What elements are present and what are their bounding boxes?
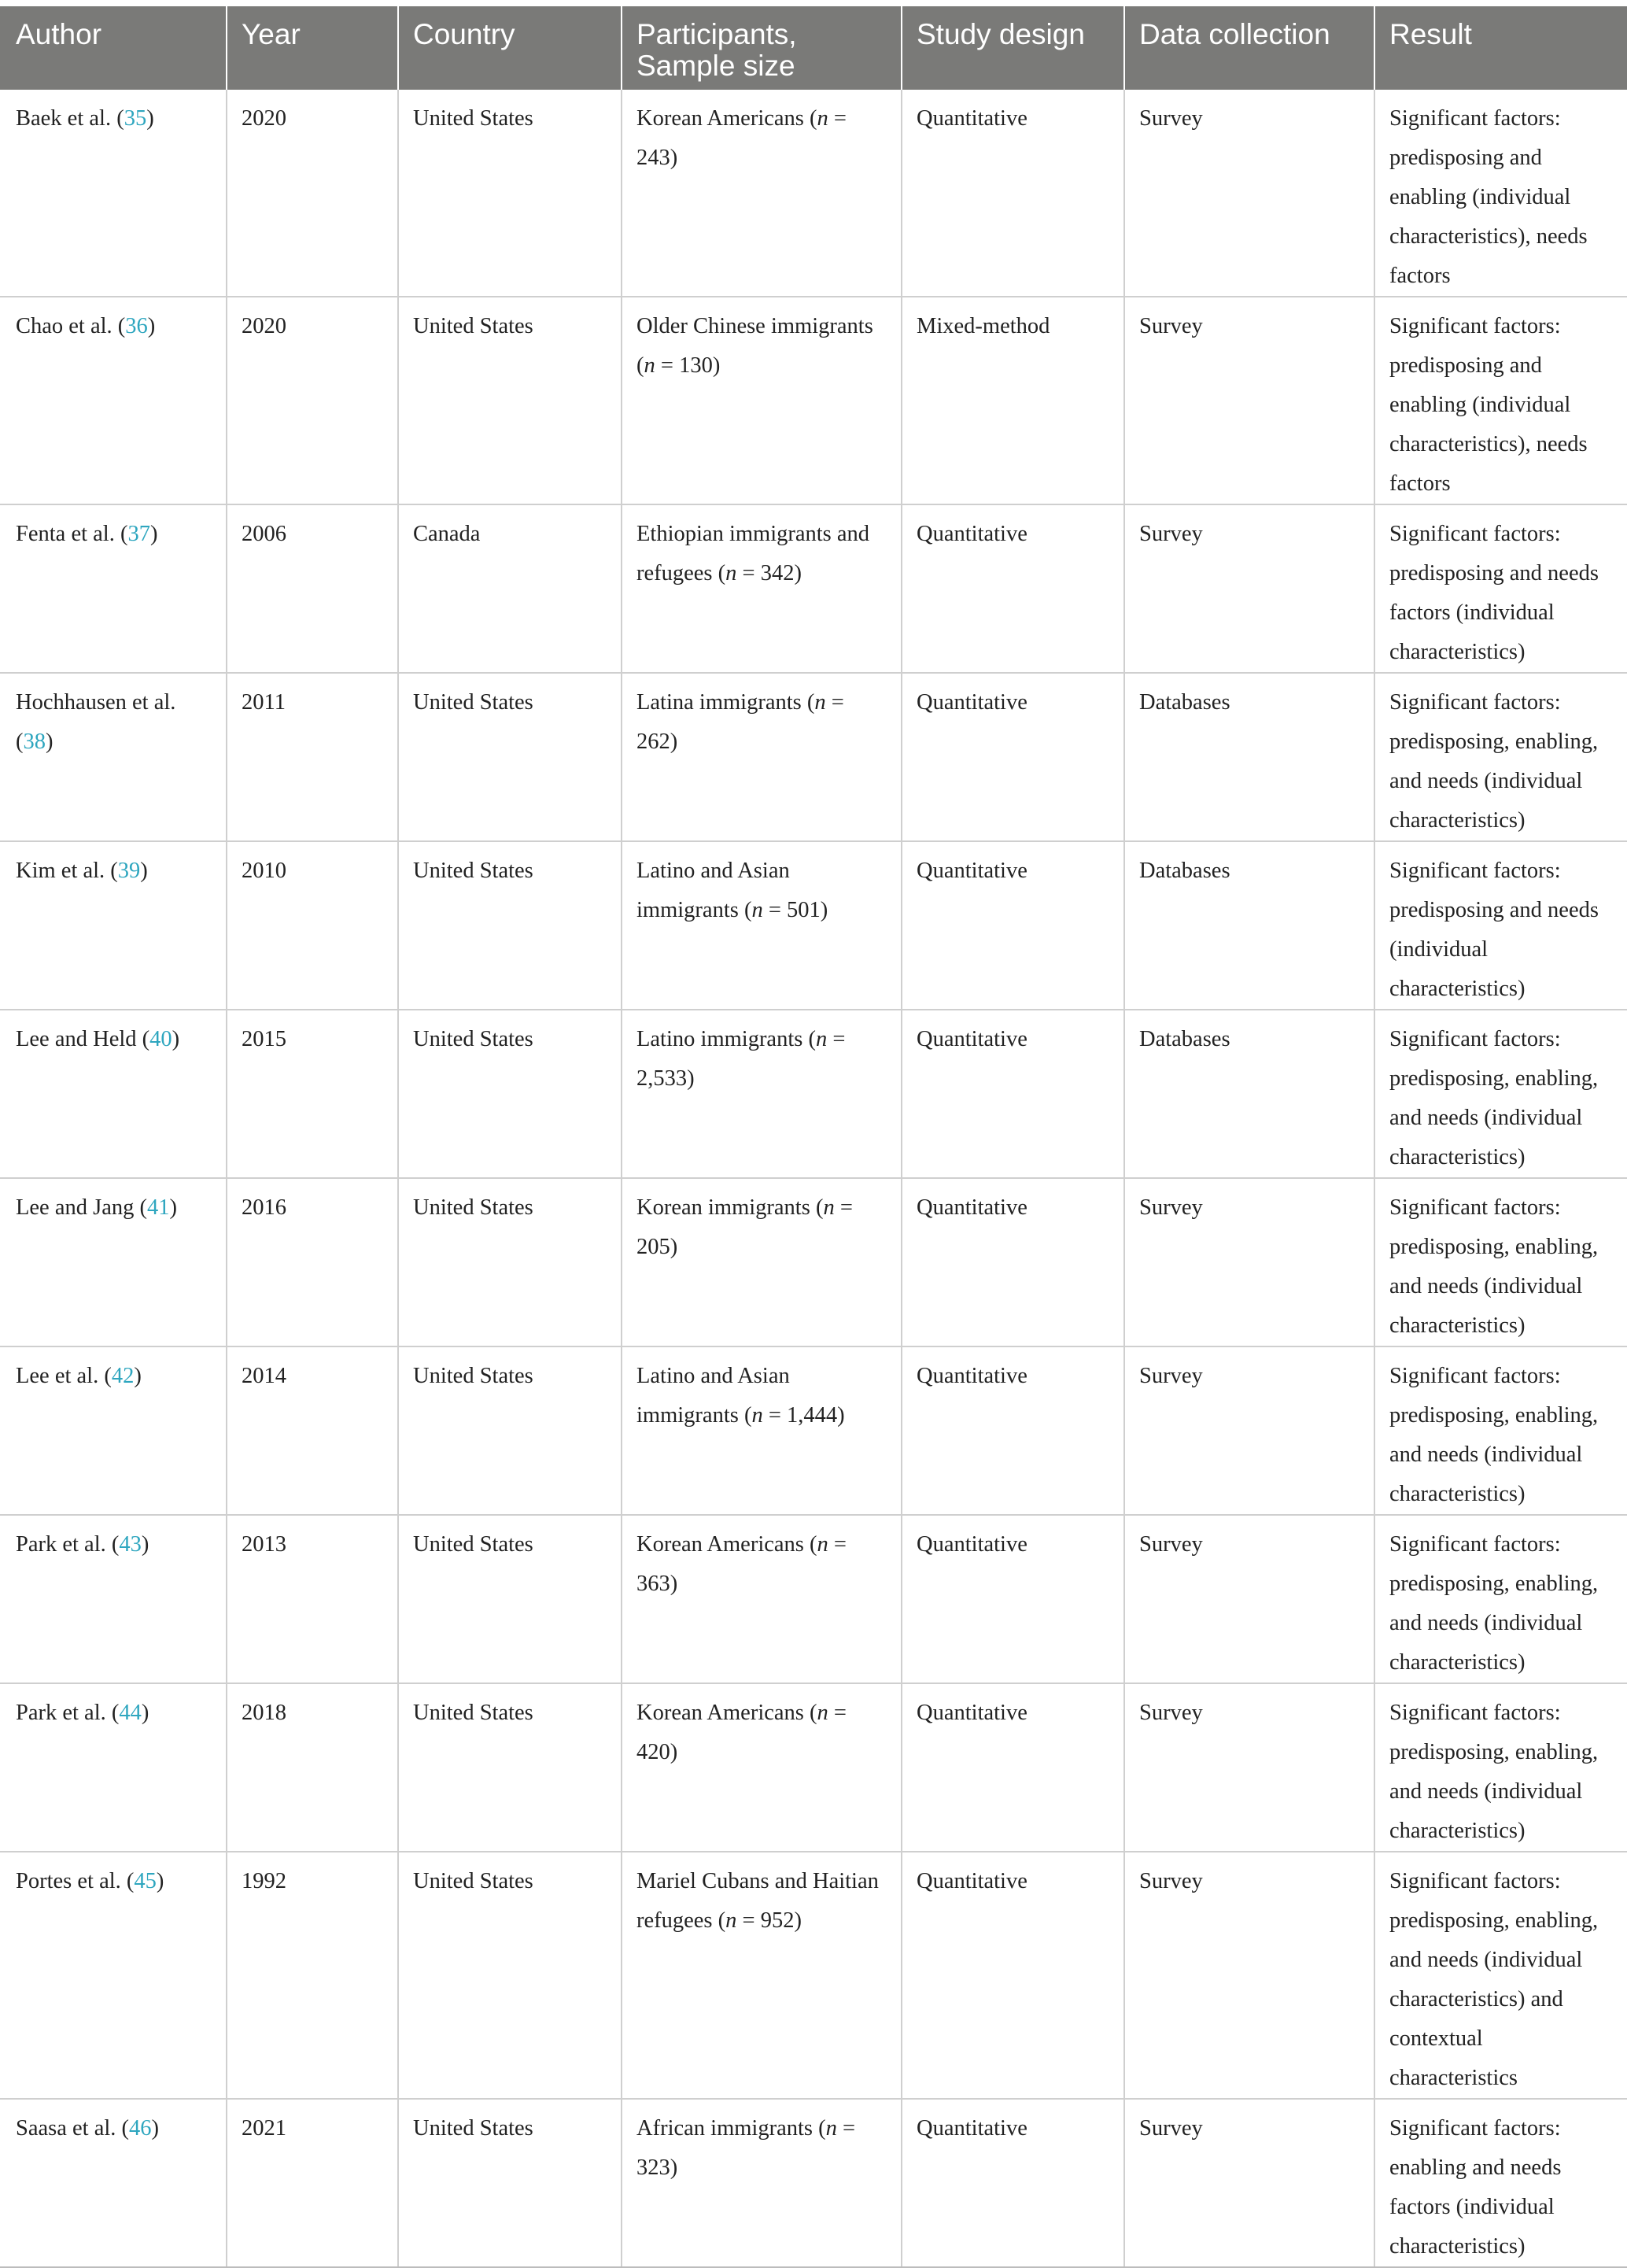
reference-link[interactable]: 35 [124, 106, 147, 131]
table-row [0, 1346, 1627, 1515]
participants-cell [622, 841, 902, 1010]
data-collection-cell: Databases [1124, 841, 1374, 1010]
reference-link[interactable]: 44 [119, 1701, 142, 1725]
result-cell: Significant factors: predisposing and enabling (individual characteristics), needs factors [1374, 297, 1627, 504]
sample-size: (n = 952) [718, 1908, 802, 1933]
study-design-cell: Quantitative [902, 1010, 1124, 1178]
header-year: Year [227, 6, 398, 90]
table-row [0, 1852, 1627, 2099]
participants-cell [622, 1515, 902, 1683]
reference-link[interactable]: 37 [127, 522, 150, 546]
sample-size: (n = 363) [636, 1532, 847, 1596]
author-close-paren: ) [169, 1195, 177, 1220]
sample-size-value: 243 [636, 146, 670, 170]
author-cell [0, 297, 227, 504]
sample-size: (n = 2,533) [636, 1027, 846, 1091]
participants-group: Latino and Asian immigrants [636, 859, 790, 922]
reference-link[interactable]: 42 [111, 1364, 135, 1388]
author-cell [0, 1010, 227, 1178]
study-design-cell: Quantitative [902, 841, 1124, 1010]
author-cell [0, 673, 227, 841]
sample-size: (n = 323) [636, 2116, 856, 2180]
table-row [0, 1178, 1627, 1346]
country-cell: United States [398, 1010, 622, 1178]
data-collection-cell: Databases [1124, 1010, 1374, 1178]
year-cell: 1992 [227, 1852, 398, 2099]
author-close-paren: ) [46, 730, 53, 754]
sample-size-value: 501 [787, 898, 821, 922]
table-body [0, 90, 1627, 2267]
reference-link[interactable]: 39 [117, 859, 141, 883]
year-cell: 2014 [227, 1346, 398, 1515]
author-name: Lee and Held ( [16, 1027, 150, 1051]
sample-size: (n = 420) [636, 1701, 847, 1764]
author-close-paren: ) [147, 314, 156, 338]
country-cell: United States [398, 90, 622, 297]
country-cell: United States [398, 673, 622, 841]
data-collection-cell: Survey [1124, 1683, 1374, 1852]
study-design-cell: Mixed-method [902, 297, 1124, 504]
sample-size-value: 1,444 [787, 1403, 838, 1428]
author-cell [0, 504, 227, 673]
author-cell [0, 1346, 227, 1515]
reference-link[interactable]: 45 [134, 1869, 157, 1893]
table-row [0, 673, 1627, 841]
data-collection-cell: Survey [1124, 2099, 1374, 2267]
sample-size: (n = 243) [636, 106, 847, 170]
author-cell [0, 841, 227, 1010]
table-row [0, 841, 1627, 1010]
participants-group: Korean immigrants [636, 1195, 810, 1220]
year-cell: 2006 [227, 504, 398, 673]
result-cell: Significant factors: enabling and needs factors (individual characteristics) [1374, 2099, 1627, 2267]
table-row [0, 1515, 1627, 1683]
country-cell: United States [398, 1346, 622, 1515]
author-name: Park et al. ( [16, 1532, 120, 1557]
author-name: Kim et al. ( [16, 859, 118, 883]
participants-cell [622, 504, 902, 673]
result-cell: Significant factors: predisposing and needs (individual characteristics) [1374, 841, 1627, 1010]
author-close-paren: ) [146, 106, 154, 131]
author-close-paren: ) [151, 2116, 160, 2141]
sample-size-value: 342 [760, 561, 795, 585]
header-study-design: Study design [902, 6, 1124, 90]
table-row [0, 2099, 1627, 2267]
header-participants-line2: Sample size [636, 50, 795, 82]
header-result: Result [1374, 6, 1627, 90]
sample-size-value: 262 [636, 730, 670, 754]
author-close-paren: ) [134, 1364, 142, 1388]
sample-size: (n = 130) [636, 353, 721, 378]
participants-cell [622, 1178, 902, 1346]
sample-size: (n = 205) [636, 1195, 853, 1259]
header-participants [622, 6, 902, 90]
author-name: Fenta et al. ( [16, 522, 128, 546]
author-cell [0, 1852, 227, 2099]
result-cell: Significant factors: predisposing, enabling, and needs (individual characteristics) [1374, 1515, 1627, 1683]
author-name: Portes et al. ( [16, 1869, 135, 1893]
reference-link[interactable]: 36 [125, 314, 148, 338]
author-cell [0, 90, 227, 297]
author-name: Hochhausen et al. ( [16, 690, 176, 754]
result-cell: Significant factors: predisposing, enabling, and needs (individual characteristics) [1374, 1178, 1627, 1346]
country-cell: United States [398, 2099, 622, 2267]
reference-link[interactable]: 38 [23, 730, 46, 754]
data-collection-cell: Databases [1124, 673, 1374, 841]
participants-group: Older Chinese immigrants [636, 314, 873, 338]
study-design-cell: Quantitative [902, 2099, 1124, 2267]
header-participants-line1: Participants, [636, 18, 797, 50]
data-collection-cell: Survey [1124, 504, 1374, 673]
sample-size-value: 130 [679, 353, 713, 378]
author-close-paren: ) [141, 1532, 149, 1557]
year-cell: 2021 [227, 2099, 398, 2267]
participants-group: Korean Americans [636, 1701, 804, 1725]
year-cell: 2020 [227, 90, 398, 297]
participants-group: Mariel Cubans and Haitian refugees [636, 1869, 879, 1933]
sample-size-value: 205 [636, 1235, 670, 1259]
participants-group: Latino immigrants [636, 1027, 803, 1051]
result-cell: Significant factors: predisposing, enabling, and needs (individual characteristics) and contextual characteristics [1374, 1852, 1627, 2099]
study-design-cell: Quantitative [902, 673, 1124, 841]
sample-size-value: 420 [636, 1740, 670, 1764]
study-design-cell: Quantitative [902, 90, 1124, 297]
author-name: Chao et al. ( [16, 314, 126, 338]
year-cell: 2013 [227, 1515, 398, 1683]
table-row [0, 1010, 1627, 1178]
header-data-collection: Data collection [1124, 6, 1374, 90]
year-cell: 2018 [227, 1683, 398, 1852]
result-cell: Significant factors: predisposing, enabling, and needs (individual characteristics) [1374, 1010, 1627, 1178]
author-cell [0, 2099, 227, 2267]
country-cell: United States [398, 841, 622, 1010]
data-collection-cell: Survey [1124, 1178, 1374, 1346]
header-author: Author [0, 6, 227, 90]
year-cell: 2015 [227, 1010, 398, 1178]
sample-size-value: 952 [760, 1908, 795, 1933]
sample-size-value: 363 [636, 1572, 670, 1596]
author-name: Lee et al. ( [16, 1364, 112, 1388]
sample-size: (n = 1,444) [743, 1403, 845, 1428]
reference-link[interactable]: 40 [149, 1027, 172, 1051]
result-cell: Significant factors: predisposing and needs factors (individual characteristics) [1374, 504, 1627, 673]
study-design-cell: Quantitative [902, 1852, 1124, 2099]
result-cell: Significant factors: predisposing, enabling, and needs (individual characteristics) [1374, 673, 1627, 841]
table-row [0, 1683, 1627, 1852]
author-cell [0, 1683, 227, 1852]
study-design-cell: Quantitative [902, 504, 1124, 673]
studies-table [0, 6, 1627, 2268]
year-cell: 2020 [227, 297, 398, 504]
author-name: Baek et al. ( [16, 106, 124, 131]
author-close-paren: ) [140, 859, 148, 883]
data-collection-cell: Survey [1124, 90, 1374, 297]
result-cell: Significant factors: predisposing, enabling, and needs (individual characteristics) [1374, 1683, 1627, 1852]
data-collection-cell: Survey [1124, 297, 1374, 504]
year-cell: 2016 [227, 1178, 398, 1346]
table-row [0, 90, 1627, 297]
data-collection-cell: Survey [1124, 1852, 1374, 2099]
header-country: Country [398, 6, 622, 90]
sample-size: (n = 501) [743, 898, 828, 922]
participants-group: African immigrants [636, 2116, 813, 2141]
participants-cell [622, 1346, 902, 1515]
author-cell [0, 1515, 227, 1683]
reference-link[interactable]: 43 [119, 1532, 142, 1557]
country-cell: United States [398, 1515, 622, 1683]
data-collection-cell: Survey [1124, 1515, 1374, 1683]
participants-cell [622, 90, 902, 297]
sample-size: (n = 262) [636, 690, 844, 754]
sample-size-value: 323 [636, 2155, 670, 2180]
reference-link[interactable]: 41 [146, 1195, 170, 1220]
country-cell: United States [398, 1178, 622, 1346]
study-design-cell: Quantitative [902, 1178, 1124, 1346]
header-row [0, 6, 1627, 90]
country-cell: United States [398, 1852, 622, 2099]
year-cell: 2011 [227, 673, 398, 841]
result-cell: Significant factors: predisposing, enabling, and needs (individual characteristics) [1374, 1346, 1627, 1515]
participants-cell [622, 673, 902, 841]
data-collection-cell: Survey [1124, 1346, 1374, 1515]
study-design-cell: Quantitative [902, 1683, 1124, 1852]
country-cell: United States [398, 297, 622, 504]
author-name: Park et al. ( [16, 1701, 120, 1725]
table-row [0, 297, 1627, 504]
participants-cell [622, 2099, 902, 2267]
year-cell: 2010 [227, 841, 398, 1010]
author-close-paren: ) [156, 1869, 164, 1893]
sample-size-value: 2,533 [636, 1066, 688, 1091]
study-design-cell: Quantitative [902, 1346, 1124, 1515]
sample-size: (n = 342) [718, 561, 802, 585]
participants-cell [622, 1683, 902, 1852]
study-design-cell: Quantitative [902, 1515, 1124, 1683]
participants-cell [622, 297, 902, 504]
author-name: Saasa et al. ( [16, 2116, 130, 2141]
table-row [0, 504, 1627, 673]
author-close-paren: ) [172, 1027, 180, 1051]
author-close-paren: ) [149, 522, 158, 546]
author-close-paren: ) [141, 1701, 149, 1725]
participants-group: Ethiopian immigrants and refugees [636, 522, 870, 585]
result-cell: Significant factors: predisposing and enabling (individual characteristics), needs factors [1374, 90, 1627, 297]
participants-group: Korean Americans [636, 1532, 804, 1557]
reference-link[interactable]: 46 [129, 2116, 152, 2141]
author-name: Lee and Jang ( [16, 1195, 147, 1220]
participants-group: Latino and Asian immigrants [636, 1364, 790, 1428]
participants-group: Latina immigrants [636, 690, 802, 715]
participants-group: Korean Americans [636, 106, 804, 131]
participants-cell [622, 1852, 902, 2099]
country-cell: Canada [398, 504, 622, 673]
author-cell [0, 1178, 227, 1346]
country-cell: United States [398, 1683, 622, 1852]
participants-cell [622, 1010, 902, 1178]
